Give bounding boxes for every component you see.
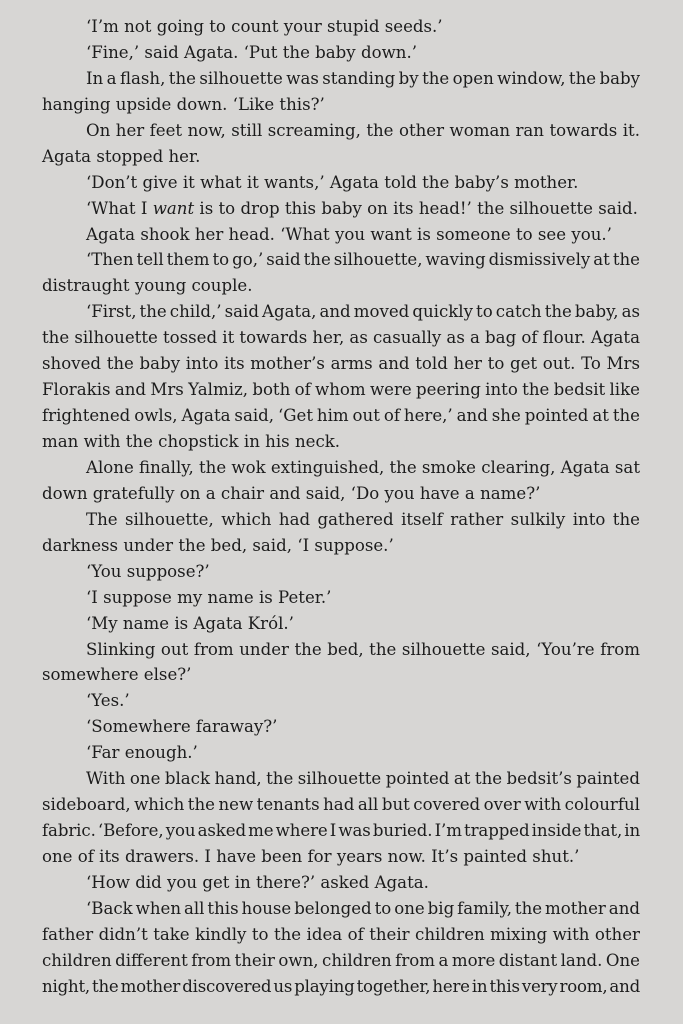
text-line: distraught young couple.	[42, 276, 253, 296]
text-line: On her feet now, still screaming, the other woman ran towards it.	[86, 120, 640, 140]
text-line: father didn’t take kindly to the idea of their children mixing with other	[42, 924, 640, 944]
text-line: ‘Then tell them to go,’ said the silhouette, waving dismissively at the	[86, 250, 640, 270]
text-line: ‘Somewhere faraway?’	[86, 717, 278, 737]
text-line: ‘My name is Agata Król.’	[86, 613, 294, 633]
text-line: Florakis and Mrs Yalmiz, both of whom were peering into the bedsit like	[42, 380, 640, 400]
text-line: In a flash, the silhouette was standing by the open window, the baby	[86, 68, 640, 88]
text-line: ‘Back when all this house belonged to one big family, the mother and	[86, 898, 640, 918]
text-line: Slinking out from under the bed, the silhouette said, ‘You’re from	[86, 639, 640, 659]
text-line: ‘Don’t give it what it wants,’ Agata told the baby’s mother.	[86, 172, 579, 192]
text-line: shoved the baby into its mother’s arms and told her to get out. To Mrs	[42, 354, 640, 374]
text-line: the silhouette tossed it towards her, as casually as a bag of flour. Agata	[42, 328, 640, 348]
text-line: Agata stopped her.	[42, 146, 201, 166]
text-line: night, the mother discovered us playing together, here in this very room, and	[42, 976, 640, 996]
text-line: down gratefully on a chair and said, ‘Do you have a name?’	[42, 483, 541, 503]
book-page	[42, 14, 640, 1000]
text-line: frightened owls, Agata said, ‘Get him out of here,’ and she pointed at the	[42, 406, 640, 426]
text-line: With one black hand, the silhouette pointed at the bedsit’s painted	[86, 769, 640, 789]
text-line	[42, 196, 640, 222]
text-line: ‘You suppose?’	[86, 561, 210, 581]
text-line: fabric. ‘Before, you asked me where I was buried. I’m trapped inside that, in	[42, 821, 641, 841]
text-line: ‘Far enough.’	[86, 743, 198, 763]
text-line: ‘First, the child,’ said Agata, and moved quickly to catch the baby, as	[86, 302, 640, 322]
text-line: somewhere else?’	[42, 665, 192, 685]
emphasis-word: want	[152, 198, 195, 218]
text-line: Alone finally, the wok extinguished, the smoke clearing, Agata sat	[86, 457, 640, 477]
text-line: ‘Yes.’	[86, 691, 130, 711]
text-line: one of its drawers. I have been for years now. It’s painted shut.’	[42, 847, 580, 866]
text-line: children different from their own, children from a more distant land. One	[42, 950, 640, 970]
text-line: man with the chopstick in his neck.	[42, 432, 341, 451]
text-line: ‘I suppose my name is Peter.’	[86, 587, 332, 607]
text-run: is to drop this baby on its head!’ the silhouette said.	[194, 198, 638, 218]
text-line: hanging upside down. ‘Like this?’	[42, 94, 325, 114]
text-line: ‘How did you get in there?’ asked Agata.	[86, 872, 429, 892]
text-line: darkness under the bed, said, ‘I suppose.’	[42, 535, 394, 555]
text-run: ‘What I	[86, 198, 153, 218]
text-line: The silhouette, which had gathered itself rather sulkily into the	[86, 509, 640, 529]
text-line: Agata shook her head. ‘What you want is someone to see you.’	[86, 224, 612, 244]
text-line: ‘Fine,’ said Agata. ‘Put the baby down.’	[86, 42, 418, 62]
text-line: ‘I’m not going to count your stupid seeds.’	[86, 17, 443, 36]
text-line: sideboard, which the new tenants had all but covered over with colourful	[42, 795, 640, 815]
